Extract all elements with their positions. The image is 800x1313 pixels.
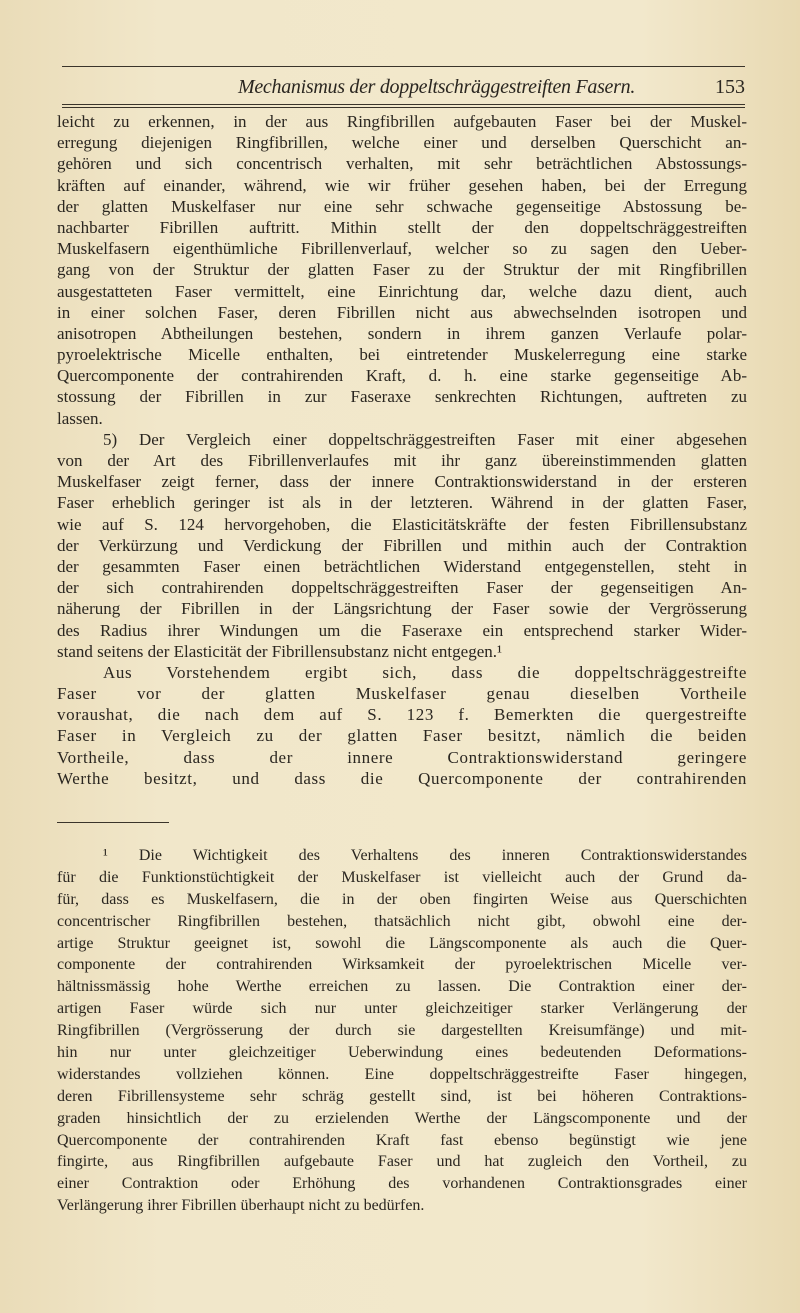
footnote [57, 845, 747, 1217]
text-line: erregung diejenigen Ringfibrillen, welche einer und derselben Querschicht an- [57, 133, 747, 153]
text-line: näherung der Fibrillen in der Längsrichtung der Faser sowie der Vergrösserung [57, 599, 747, 619]
text-line: pyroelektrische Micelle enthalten, bei eintretender Muskelerregung eine starke [57, 345, 747, 365]
text-line: ausgestatteten Faser vermittelt, eine Einrichtung dar, welche dazu dient, auch [57, 281, 747, 301]
text-line: 5) Der Vergleich einer doppeltschräggestreiften Faser mit einer abgesehen [103, 429, 747, 449]
footnote-line: Quercomponente der contrahirenden Kraft fast ebenso begünstigt wie jene [57, 1131, 747, 1149]
footnote-line: einer Contraktion oder Erhöhung des vorhandenen Contraktionsgrades einer [57, 1175, 747, 1193]
text-line: der sich contrahirenden doppeltschräggestreiften Faser der gegenseitigen An- [57, 578, 747, 598]
footnote-line: graden hinsichtlich der zu erzielenden Werthe der Längscomponente und der [57, 1109, 747, 1127]
body-text [57, 111, 747, 789]
footnote-line: fingirte, aus Ringfibrillen aufgebaute Faser und hat zugleich den Vortheil, zu [57, 1153, 747, 1171]
text-line: gehören und sich concentrisch verhalten, mit sehr beträchtlichen Abstossungs- [57, 154, 747, 174]
text-line: anisotropen Abtheilungen bestehen, sondern in ihrem ganzen Verlaufe polar- [57, 323, 747, 343]
text-line: der Verkürzung und Verdickung der Fibrillen und mithin auch der Contraktion [57, 535, 747, 555]
text-line: gang von der Struktur der glatten Faser zu der Struktur der mit Ringfibrillen [57, 260, 747, 280]
footnote-line: Verlängerung ihrer Fibrillen überhaupt nicht zu bedürfen. [57, 1197, 425, 1215]
footnote-line: deren Fibrillensysteme sehr schräg gestellt sind, ist bei höheren Contraktions- [57, 1087, 747, 1105]
text-line: Werthe besitzt, und dass die Quercomponente der contrahirenden [57, 768, 747, 788]
running-title: Mechanismus der doppeltschräggestreiften Fasern. [238, 76, 636, 98]
text-line: Vortheile, dass der innere Contraktionswiderstand geringere [57, 747, 747, 767]
text-line: kräften auf einander, während, wie wir früher gesehen haben, bei der Erregung [57, 175, 747, 195]
text-line: Muskelfaser zeigt ferner, dass der innere Contraktionswiderstand in der ersteren [57, 472, 747, 492]
text-line: der gesammten Faser einen beträchtlichen Widerstand entgegenstellen, steht in [57, 556, 747, 576]
footnote-line: hin nur unter gleichzeitiger Ueberwindung eines bedeutenden Deformations- [57, 1044, 747, 1062]
text-line: lassen. [57, 408, 103, 428]
header-rule [62, 104, 745, 108]
footnote-line: widerstandes vollziehen können. Eine doppeltschräggestreifte Faser hingegen, [57, 1065, 747, 1083]
text-line: Faser erheblich geringer ist als in der letzteren. Während in der glatten Faser, [57, 493, 747, 513]
text-line: stand seitens der Elasticität der Fibrillensubstanz nicht entgegen.¹ [57, 641, 503, 661]
text-line: von der Art des Fibrillenverlaufes mit ihr ganz übereinstimmenden glatten [57, 451, 747, 470]
text-line: leicht zu erkennen, in der aus Ringfibrillen aufgebauten Faser bei der Muskel- [57, 112, 747, 131]
running-header [62, 76, 745, 104]
text-line: der glatten Muskelfaser nur eine sehr schwache gegenseitige Abstossung be- [57, 196, 747, 216]
text-line: voraushat, die nach dem auf S. 123 f. Bemerkten die quergestreifte [57, 705, 747, 725]
text-line: in einer solchen Faser, deren Fibrillen nicht aus abwechselnden isotropen und [57, 302, 747, 322]
footnote-line: artigen Faser würde sich nur unter gleichzeitiger starker Verlängerung der [57, 1000, 747, 1018]
text-line: nachbarter Fibrillen auftritt. Mithin stellt der den doppeltschräggestreiften [57, 217, 747, 237]
footnote-line: componente der contrahirenden Wirksamkeit der pyroelektrischen Micelle ver- [57, 956, 747, 974]
text-line: Muskelfasern eigenthümliche Fibrillenverlauf, welcher so zu sagen den Ueber- [57, 239, 747, 259]
text-line: Faser in Vergleich zu der glatten Faser besitzt, nämlich die beiden [57, 726, 747, 746]
footnote-line: für die Funktionstüchtigkeit der Muskelfaser ist vielleicht auch der Grund da- [57, 868, 747, 886]
text-line: wie auf S. 124 hervorgehoben, die Elasticitätskräfte der festen Fibrillensubstanz [57, 514, 747, 534]
footnote-line: hältnissmässig hohe Werthe erreichen zu lassen. Die Contraktion einer der- [57, 978, 747, 996]
text-line: Faser vor der glatten Muskelfaser genau dieselben Vortheile [57, 684, 747, 704]
text-line: stossung der Fibrillen in zur Faseraxe senkrechten Richtungen, auftreten zu [57, 387, 747, 407]
footnote-line: für, dass es Muskelfasern, die in der oben fingirten Weise aus Querschichten [57, 890, 747, 908]
text-line: Aus Vorstehendem ergibt sich, dass die doppeltschräggestreifte [103, 662, 747, 682]
top-rule [62, 66, 745, 67]
footnote-line: concentrischer Ringfibrillen bestehen, thatsächlich nicht gibt, obwohl eine der- [57, 912, 747, 930]
text-line: Quercomponente der contrahirenden Kraft, d. h. eine starke gegenseitige Ab- [57, 366, 747, 386]
footnote-line: ¹ Die Wichtigkeit des Verhaltens des inneren Contraktionswiderstandes [103, 847, 747, 864]
footnote-line: artige Struktur geeignet ist, sowohl die Längscomponente als auch die Quer- [57, 934, 747, 952]
text-line: des Radius ihrer Windungen um die Faseraxe ein entsprechend starker Wider- [57, 620, 747, 640]
footnote-separator [57, 822, 169, 823]
page-number: 153 [715, 76, 745, 98]
footnote-line: Ringfibrillen (Vergrösserung der durch sie dargestellten Kreisumfänge) und mit- [57, 1022, 747, 1040]
